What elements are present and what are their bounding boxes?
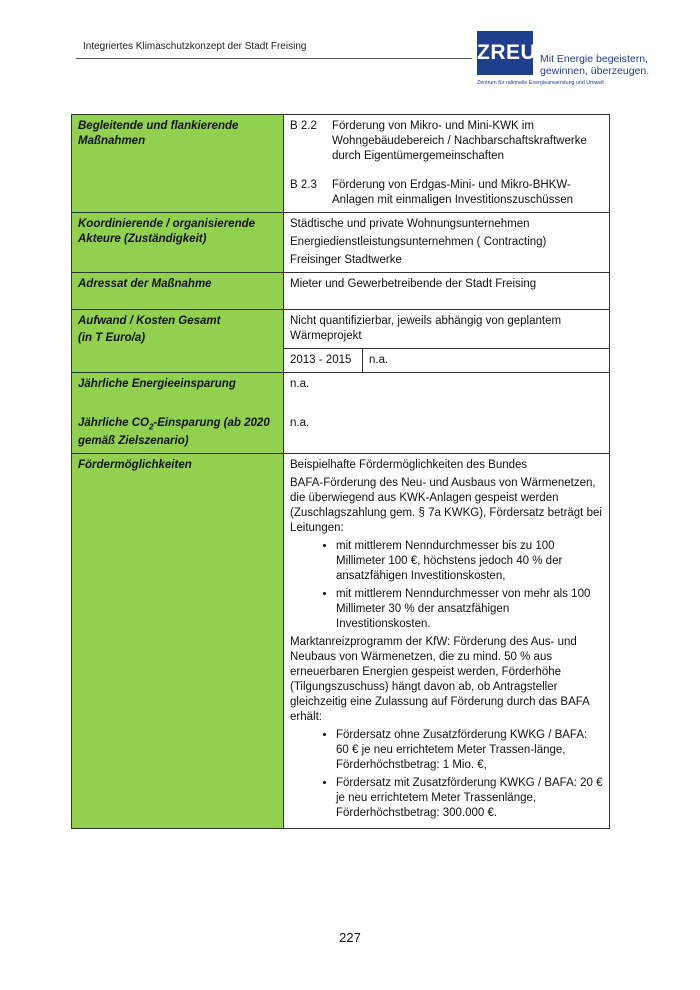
label-einsparung [72, 373, 284, 454]
row-begleitende-massnahmen [72, 115, 610, 213]
label-aufwand [72, 310, 284, 373]
row-aufwand [72, 310, 610, 349]
measure-code: B 2.3 [290, 179, 317, 191]
period-value: n.a. [363, 349, 610, 373]
label-adressat: Adressat der Maßnahme [72, 273, 284, 310]
row-adressat [72, 273, 610, 310]
logo-tagline-1: Mit Energie begeistern, [540, 53, 648, 65]
funding-intro: Beispielhafte Fördermöglichkeiten des Bundes [290, 459, 528, 472]
value-co2-savings: n.a. [290, 417, 310, 429]
kfw-text: Marktanreizprogramm der KfW: Förderung des Aus- und Neubaus von Wärmenetzen, die zu mind. 50 % aus erneuerbaren Energien gespeist werden, Förderhöhe (Tilgungszuschuss) hängt davon ab, ob Antragsteller gleichzeitig eine Zulassung auf Förderung durch das BAFA erhält: [290, 636, 590, 724]
row-foerdermoeglichkeiten [72, 454, 610, 829]
kfw-bullet-list [290, 728, 603, 821]
page-number: 227 [339, 930, 361, 945]
measure-code: B 2.2 [290, 120, 317, 132]
value-aufwand: Nicht quantifizierbar, jeweils abhängig von geplantem Wärmeprojekt [284, 310, 610, 349]
period-label: 2013 - 2015 [284, 349, 363, 373]
header-title: Integriertes Klimaschutzkonzept der Stadt Freising [83, 41, 307, 52]
measure-item [290, 119, 603, 164]
row-akteure [72, 213, 610, 273]
label-energy-savings: Jährliche Energieeinsparung [78, 378, 236, 390]
label-aufwand-line-1: Aufwand / Kosten Gesamt [78, 315, 221, 327]
bafa-text: BAFA-Förderung des Neu- und Ausbaus von Wärmenetzen, die überwiegend aus KWK-Anlagen gespeist werden (Zuschlagszahlung gem. § 7a KWKG), Fördersatz beträgt bei Leitungen: [290, 477, 602, 535]
list-item: • mit mittlerem Nenndurchmesser von mehr als 100 Millimeter 30 % der ansatzfähigen Investitionskosten. [336, 587, 603, 632]
measure-table [71, 114, 610, 829]
label-begleitende-massnahmen: Begleitende und flankierende Maßnahmen [72, 115, 284, 213]
value-adressat: Mieter und Gewerbetreibende der Stadt Freising [284, 273, 610, 310]
label-co2-savings: Jährliche $CO_2$-Einsparung (ab 2020 gemäß Zielszenario) [78, 417, 270, 448]
value-energy-savings: n.a. [290, 378, 310, 390]
akteur-line: Freisinger Stadtwerke [290, 254, 402, 266]
zreu-logo [477, 31, 650, 89]
measure-text: Förderung von Mikro- und Mini-KWK im Wohngebäudebereich / Nachbarschaftskraftwerke durch Eigentümergemeinschaften [332, 120, 587, 162]
measure-item [290, 178, 603, 208]
list-item: • mit mittlerem Nenndurchmesser bis zu 100 Millimeter 100 €, höchstens jedoch 40 % der ansatzfähigen Investitionskosten, [336, 539, 603, 584]
row-einsparung [72, 373, 610, 454]
logo-tagline-2: gewinnen, überzeugen. [540, 65, 650, 77]
bafa-bullet-list [290, 539, 603, 632]
value-foerdermoeglichkeiten [284, 454, 610, 829]
list-item: • Fördersatz ohne Zusatzförderung KWKG / BAFA: 60 € je neu errichtetem Meter Trassen-länge, Förderhöchstbetrag: 1 Mio. €, [336, 728, 603, 773]
label-akteure: Koordinierende / organisierende Akteure (Zuständigkeit) [72, 213, 284, 273]
list-item: • Fördersatz mit Zusatzförderung KWKG / BAFA: 20 € je neu errichtetem Meter Trassenlänge, Förderhöchstbetrag: 300.000 €. [336, 776, 603, 821]
value-akteure [284, 213, 610, 273]
header-divider [76, 58, 472, 59]
value-einsparung [284, 373, 610, 454]
logo-wordmark: ZREU [477, 31, 533, 75]
akteur-line: Städtische und private Wohnungsunternehmen [290, 218, 530, 230]
value-begleitende-massnahmen [284, 115, 610, 213]
label-aufwand-line-2: (in T Euro/a) [78, 332, 146, 344]
logo-subtitle: Zentrum für rationelle Energieanwendung und Umwelt [477, 80, 604, 86]
akteur-line: Energiedienstleistungsunternehmen ( Contracting) [290, 236, 547, 248]
label-foerdermoeglichkeiten: Fördermöglichkeiten [72, 454, 284, 829]
measure-text: Förderung von Erdgas-Mini- und Mikro-BHKW-Anlagen mit einmaligen Investitionszuschüssen [332, 179, 573, 206]
